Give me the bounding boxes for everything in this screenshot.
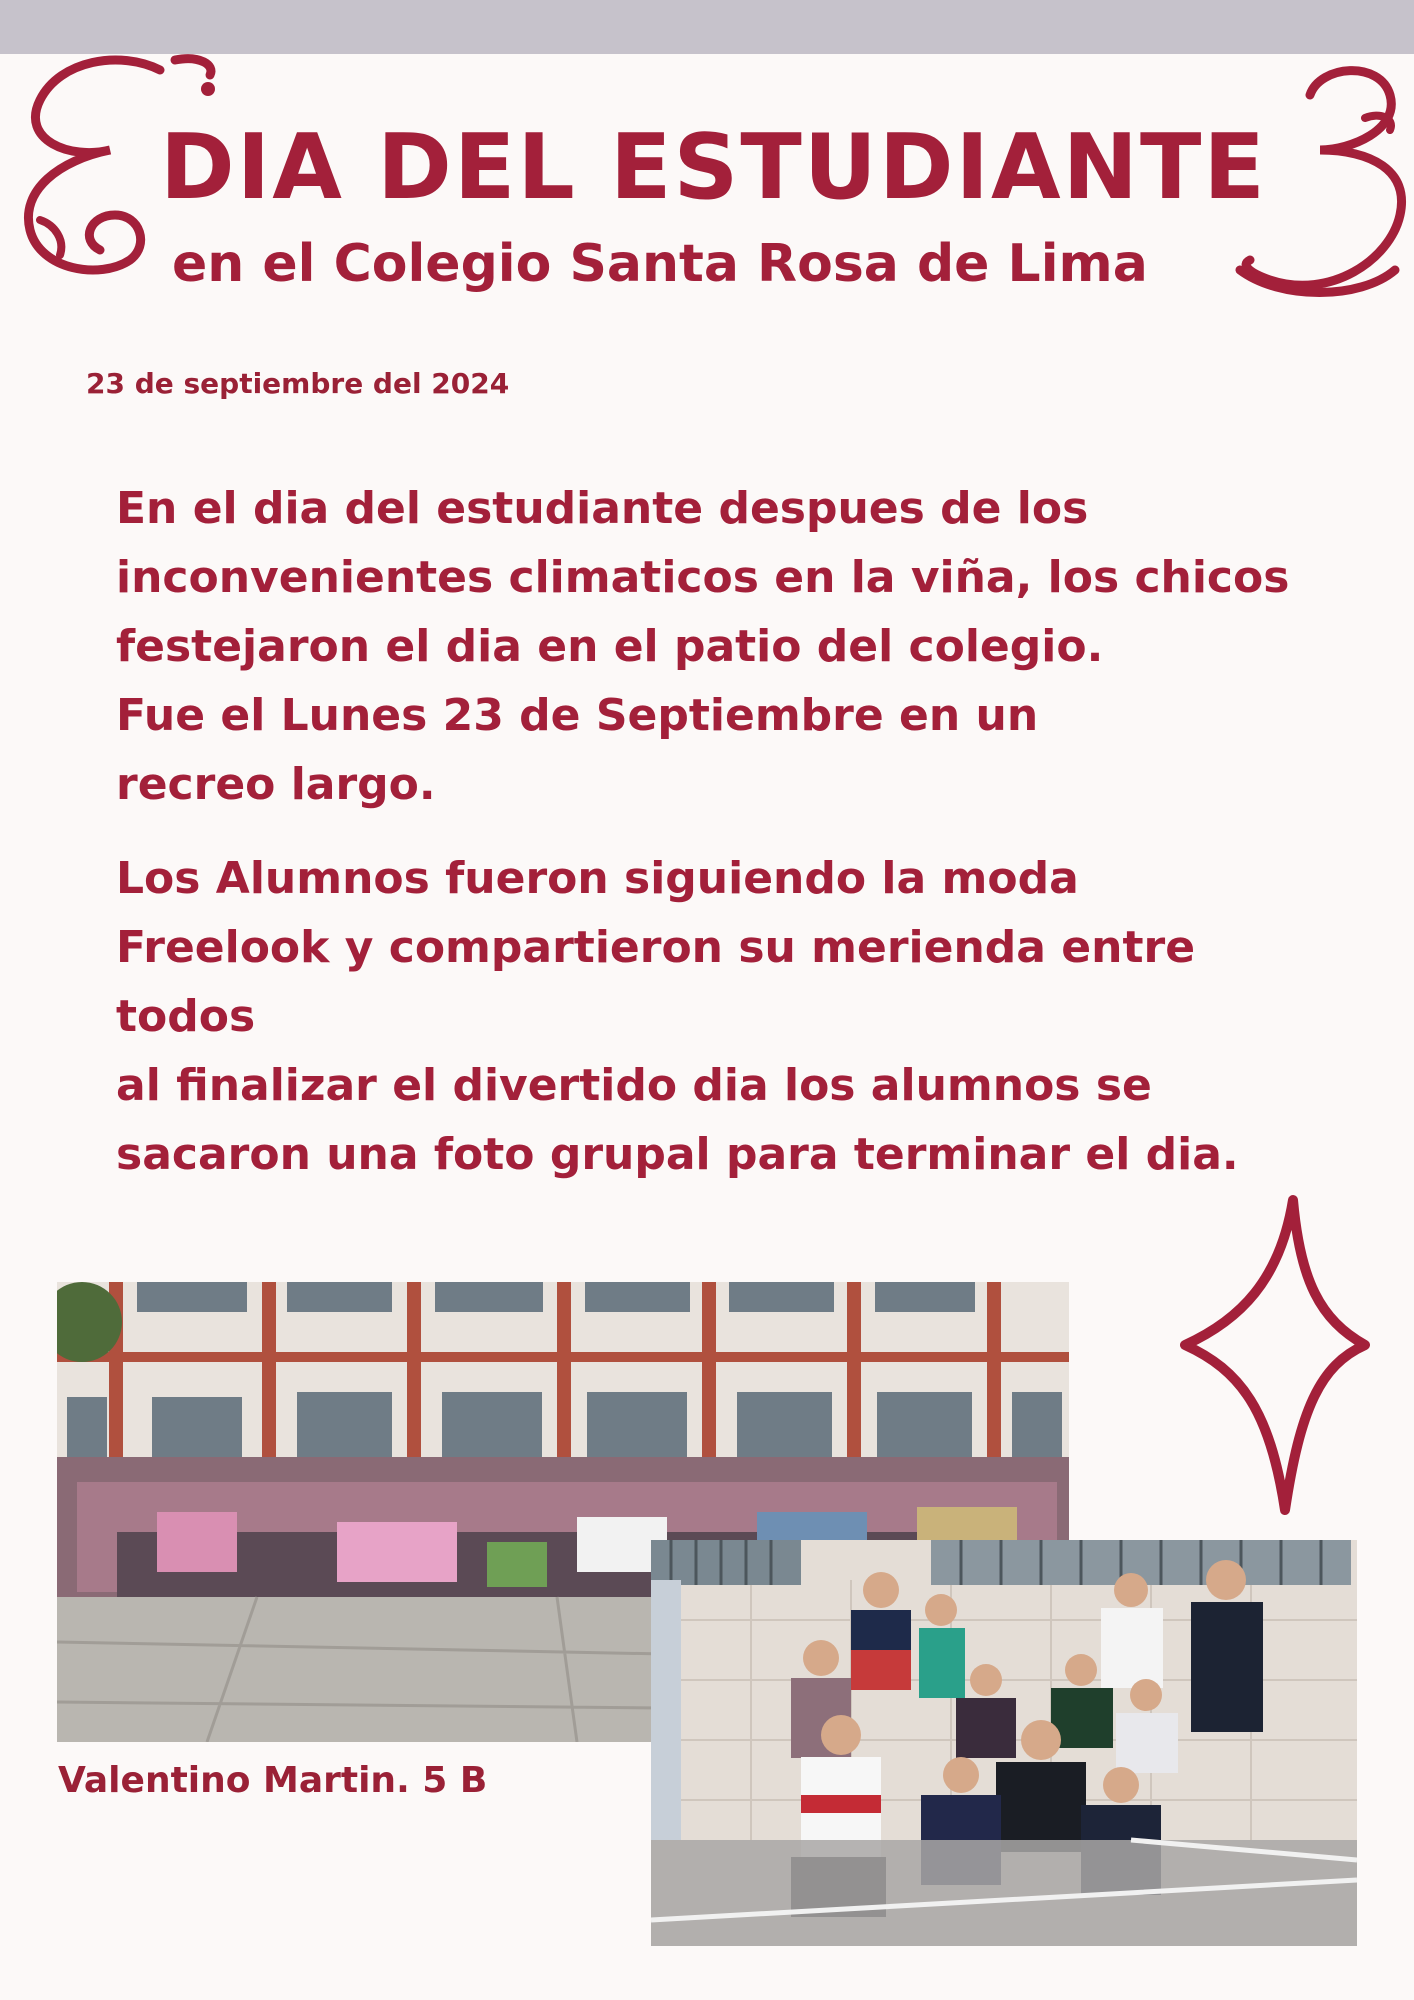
- star-sparkle-icon: [1185, 1200, 1365, 1510]
- page-title: DIA DEL ESTUDIANTE: [160, 115, 1267, 220]
- class-photo: [651, 1540, 1357, 1946]
- article-paragraph-2: Los Alumnos fueron siguiendo la moda Freelook y compartieron su merienda entre todos al finalizar el divertido dia los alumnos se sacaron una foto grupal para terminar el dia.: [116, 853, 1239, 1180]
- top-bar: [0, 0, 1414, 54]
- author-credit: Valentino Martin. 5 B: [58, 1760, 488, 1801]
- left-swirl-icon: [28, 60, 160, 270]
- publish-date: 23 de septiembre del 2024: [86, 367, 510, 400]
- dot-icon: [201, 82, 215, 96]
- left-swirl-loop-icon: [175, 59, 211, 75]
- page-subtitle: en el Colegio Santa Rosa de Lima: [172, 234, 1148, 294]
- article-paragraph-1: En el dia del estudiante despues de los inconvenientes climaticos en la viña, los chicos festejaron el dia en el patio del colegio. Fue el Lunes 23 de Septiembre en un recreo largo.: [116, 483, 1290, 810]
